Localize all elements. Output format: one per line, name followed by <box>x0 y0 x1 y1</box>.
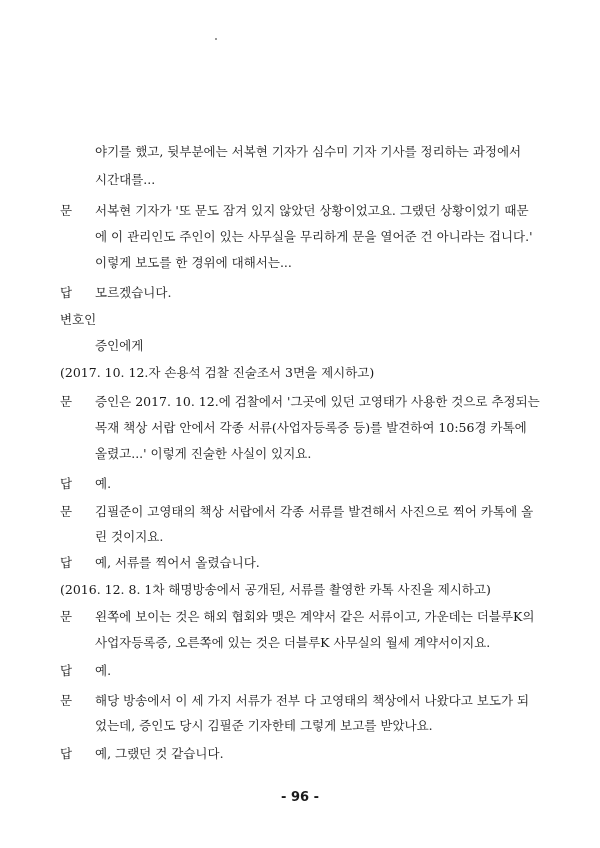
line-text: 사업자등록증, 오른쪽에 있는 것은 더블루K 사무실의 월세 계약서이지요. <box>95 635 491 650</box>
speaker-label: 문 <box>60 693 73 708</box>
speaker-label: 문 <box>60 394 73 409</box>
line-text: 왼쪽에 보이는 것은 해외 협회와 맺은 계약서 같은 서류이고, 가운데는 더블루K의 <box>95 609 535 624</box>
exhibit-text: (2016. 12. 8. 1차 해명방송에서 공개된, 서류를 촬영한 카톡 사진을 제시하고) <box>60 582 491 597</box>
speaker-label: 답 <box>60 746 73 761</box>
line-text: 증인에게 <box>95 338 144 353</box>
exhibit-text: (2017. 10. 12.자 손용석 검찰 진술조서 3면을 제시하고) <box>60 365 375 380</box>
line-text: 예. <box>95 476 112 491</box>
speaker-label: 답 <box>60 285 73 300</box>
speaker-label: 답 <box>60 555 73 570</box>
line-text: 서복현 기자가 '또 문도 잠겨 있지 않았던 상황이었고요. 그랬던 상황이었기 때문 <box>95 203 529 218</box>
speaker-label: 문 <box>60 203 73 218</box>
line-text: 해당 방송에서 이 세 가지 서류가 전부 다 고영태의 책상에서 나왔다고 보도가 되 <box>95 693 530 708</box>
line-text: 시간대를... <box>95 172 156 187</box>
line-text: 증인은 2017. 10. 12.에 검찰에서 '그곳에 있던 고영태가 사용한 것으로 추정되는 <box>95 394 540 409</box>
line-text: 김필준이 고영태의 책상 서랍에서 각종 서류를 발견해서 사진으로 찍어 카톡에 올 <box>95 504 534 519</box>
line-text: 이렇게 보도를 한 경위에 대해서는... <box>95 255 292 270</box>
line-text: 예, 그랬던 것 같습니다. <box>95 746 224 761</box>
line-text: 예, 서류를 찍어서 올렸습니다. <box>95 555 260 570</box>
speaker-heading: 변호인 <box>60 312 97 327</box>
speaker-label: 문 <box>60 609 73 624</box>
speaker-label: 답 <box>60 663 73 678</box>
line-text: 목재 책상 서랍 안에서 각종 서류(사업자등록증 등)를 발견하여 10:56경 카톡에 <box>95 420 527 435</box>
page-number: - 96 - <box>281 790 319 805</box>
scan-speck <box>215 38 217 40</box>
line-text: 모르겠습니다. <box>95 285 172 300</box>
line-text: 예. <box>95 663 112 678</box>
line-text: 에 이 관리인도 주인이 있는 사무실을 무리하게 문을 열어준 건 아니라는 겁니다.' <box>95 229 533 244</box>
line-text: 린 것이지요. <box>95 529 164 544</box>
speaker-label: 답 <box>60 476 73 491</box>
speaker-label: 문 <box>60 504 73 519</box>
line-text: 었는데, 증인도 당시 김필준 기자한테 그렇게 보고를 받았나요. <box>95 718 433 733</box>
line-text: 올렸고...' 이렇게 진술한 사실이 있지요. <box>95 446 312 461</box>
line-text: 야기를 했고, 뒷부분에는 서복현 기자가 심수미 기자 기사를 정리하는 과정에서 <box>95 144 522 159</box>
